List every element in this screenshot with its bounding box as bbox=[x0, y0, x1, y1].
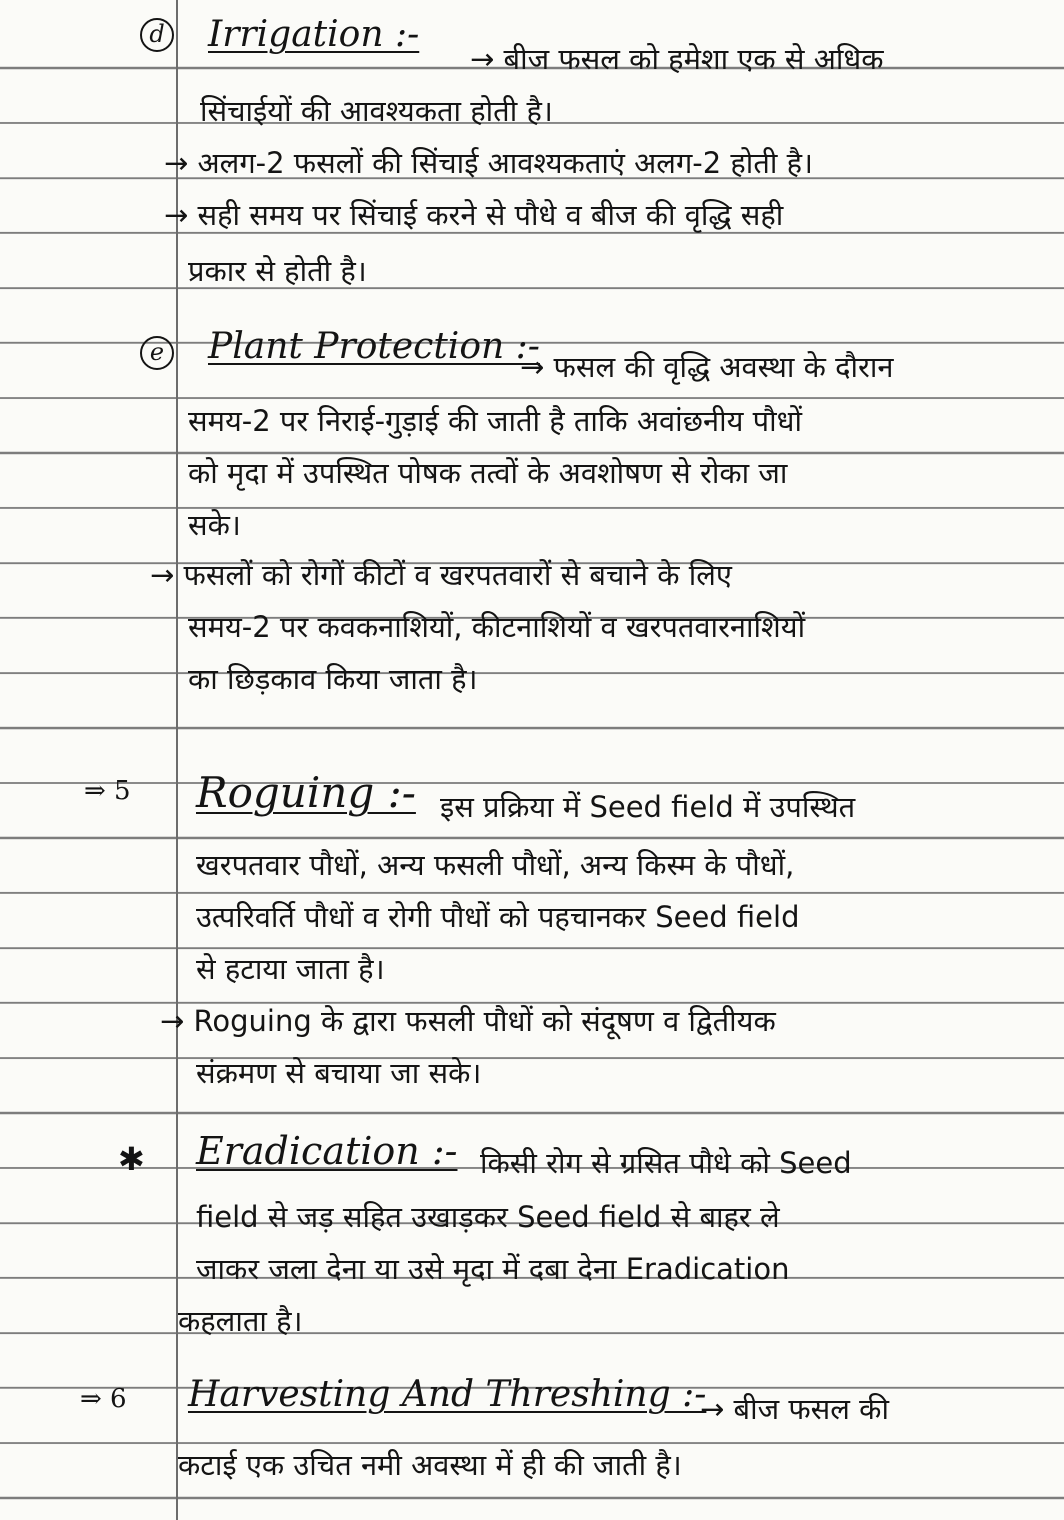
section-e-marker bbox=[140, 336, 174, 370]
plant-protection-line-6: समय-2 पर कवकनाशियों, कीटनाशियों व खरपतवारनाशियों bbox=[188, 610, 806, 644]
plant-protection-line-1: → फसल की वृद्धि अवस्था के दौरान bbox=[520, 350, 894, 384]
section-d-label: d bbox=[140, 18, 174, 52]
section-d-marker bbox=[140, 18, 174, 52]
eradication-line-3: जाकर जला देना या उसे मृदा में दबा देना Eradication bbox=[196, 1252, 790, 1286]
plant-protection-line-3: को मृदा में उपस्थित पोषक तत्वों के अवशोषण से रोका जा bbox=[188, 456, 788, 490]
plant-protection-heading: Plant Protection :- bbox=[208, 326, 540, 367]
plant-protection-line-2: समय-2 पर निराई-गुड़ाई की जाती है ताकि अवांछनीय पौधों bbox=[188, 404, 802, 438]
roguing-line-6: संक्रमण से बचाया जा सके। bbox=[196, 1056, 482, 1090]
irrigation-line-1: → बीज फसल को हमेशा एक से अधिक bbox=[470, 42, 884, 76]
harvesting-heading: Harvesting And Threshing :- bbox=[188, 1374, 707, 1415]
roguing-line-5: → Roguing के द्वारा फसली पौधों को संदूषण व द्वितीयक bbox=[160, 1004, 776, 1038]
irrigation-line-4: → सही समय पर सिंचाई करने से पौधे व बीज की वृद्धि सही bbox=[164, 198, 784, 232]
roguing-line-2: खरपतवार पौधों, अन्य फसली पौधों, अन्य किस्म के पौधों, bbox=[196, 848, 795, 882]
harvesting-line-1: → बीज फसल की bbox=[700, 1392, 889, 1426]
plant-protection-line-7: का छिड़काव किया जाता है। bbox=[188, 662, 478, 696]
irrigation-line-5: प्रकार से होती है। bbox=[188, 254, 367, 288]
roguing-line-3: उत्परिवर्ति पौधों व रोगी पौधों को पहचानकर Seed field bbox=[196, 900, 800, 934]
eradication-line-1: किसी रोग से ग्रसित पौधे को Seed bbox=[480, 1146, 852, 1180]
eradication-line-2: field से जड़ सहित उखाड़कर Seed field से बाहर ले bbox=[196, 1200, 780, 1234]
eradication-star-icon: ✱ bbox=[118, 1140, 145, 1178]
irrigation-line-3: → अलग-2 फसलों की सिंचाई आवश्यकताएं अलग-2 होती है। bbox=[164, 146, 813, 180]
section-6-marker: ⇒ 6 bbox=[80, 1384, 127, 1414]
roguing-line-1: इस प्रक्रिया में Seed field में उपस्थित bbox=[440, 790, 856, 824]
section-e-label: e bbox=[140, 336, 174, 370]
irrigation-line-2: सिंचाईयों की आवश्यकता होती है। bbox=[200, 94, 553, 128]
eradication-line-4: कहलाता है। bbox=[178, 1304, 303, 1338]
harvesting-line-2: कटाई एक उचित नमी अवस्था में ही की जाती है। bbox=[178, 1448, 682, 1482]
irrigation-heading: Irrigation :- bbox=[208, 14, 420, 55]
eradication-heading: Eradication :- bbox=[196, 1129, 458, 1173]
roguing-line-4: से हटाया जाता है। bbox=[196, 952, 385, 986]
section-5-marker: ⇒ 5 bbox=[84, 776, 131, 806]
roguing-heading: Roguing :- bbox=[196, 768, 416, 817]
plant-protection-line-5: → फसलों को रोगों कीटों व खरपतवारों से बचाने के लिए bbox=[150, 558, 732, 592]
plant-protection-line-4: सके। bbox=[188, 508, 241, 542]
